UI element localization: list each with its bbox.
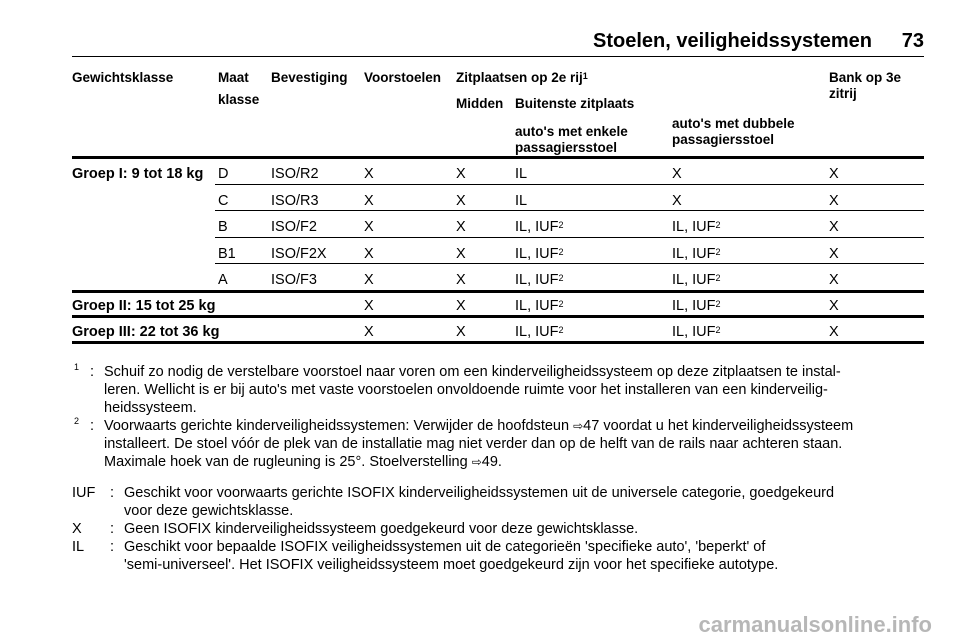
cell-middle	[456, 245, 466, 263]
footnote-1-line: heidssysteem.	[104, 400, 197, 416]
cell-fastening-text: ISO/F2	[271, 219, 317, 235]
footnote-2-text: Maximale hoek van de rugleuning is 25°. Stoelverstelling	[104, 454, 468, 470]
cell-double-cab-text: IL, IUF	[672, 246, 716, 262]
cell-third-row	[829, 271, 839, 289]
col-header-fastening: Bevestiging	[271, 70, 348, 85]
footnote-ref-2: 2	[715, 273, 721, 283]
cell-single-cab-text: IL, IUF	[515, 272, 559, 288]
cell-double-cab	[672, 271, 721, 289]
row-divider	[215, 263, 924, 264]
footnote-2-line	[104, 417, 853, 435]
cell-double-cab	[672, 297, 721, 315]
cell-front-seats	[364, 323, 374, 341]
footnote-2-line	[104, 453, 502, 471]
cell-size-class	[218, 165, 228, 183]
footnote-ref-2: 2	[715, 325, 721, 335]
cell-double-cab	[672, 165, 682, 183]
legend-abbr: IL	[72, 539, 85, 555]
cell-fastening-text: ISO/R3	[271, 193, 319, 209]
cell-middle	[456, 165, 466, 183]
legend-abbr: X	[72, 521, 82, 537]
cell-double-cab-text: X	[672, 193, 682, 209]
col-header-middle: Midden	[456, 96, 504, 111]
col-header-second-row	[456, 70, 588, 86]
col-header-size-1: Maat	[218, 70, 249, 85]
footnote-2-colon: :	[90, 418, 95, 434]
cell-double-cab	[672, 218, 721, 236]
cell-middle-text: X	[456, 193, 466, 209]
cell-third-row-text: X	[829, 324, 839, 340]
cell-front-seats-text: X	[364, 324, 374, 340]
cell-front-seats	[364, 245, 374, 263]
cell-third-row-text: X	[829, 219, 839, 235]
cell-weight-group-text: Groep III: 22 tot 36 kg	[72, 324, 220, 340]
cell-double-cab-text: IL, IUF	[672, 298, 716, 314]
row-divider	[215, 210, 924, 211]
table-bottom-rule	[72, 341, 924, 344]
cell-double-cab-text: IL, IUF	[672, 324, 716, 340]
cell-third-row-text: X	[829, 193, 839, 209]
col-header-double-cab: auto's met dubbele passagiersstoel	[672, 116, 795, 147]
watermark-text: carmanualsonline.info	[698, 612, 932, 637]
cell-double-cab-text: IL, IUF	[672, 272, 716, 288]
footnote-ref-2: 2	[558, 299, 564, 309]
cell-middle-text: X	[456, 166, 466, 182]
cell-middle	[456, 218, 466, 236]
footnote-1-colon: :	[90, 364, 95, 380]
cell-double-cab	[672, 323, 721, 341]
col-header-single-cab: auto's met enkele passagiersstoel	[515, 124, 628, 155]
cell-weight-group-text: Groep II: 15 tot 25 kg	[72, 298, 216, 314]
footnote-1-line: leren. Wellicht is er bij auto's met vaste voorstoelen onvoldoende ruimte voor het installeren van een kinderveilig-	[104, 382, 828, 398]
cell-single-cab-text: IL, IUF	[515, 246, 559, 262]
cell-third-row-text: X	[829, 272, 839, 288]
cell-single-cab	[515, 271, 564, 289]
cell-double-cab-text: IL, IUF	[672, 219, 716, 235]
cell-single-cab-text: IL, IUF	[515, 219, 559, 235]
cell-single-cab	[515, 323, 564, 341]
footnote-ref-1: 1	[582, 71, 588, 81]
cell-front-seats-text: X	[364, 193, 374, 209]
legend-abbr: IUF	[72, 485, 96, 501]
cell-single-cab	[515, 192, 527, 210]
legend-text: Geschikt voor voorwaarts gerichte ISOFIX kinderveiligheidssystemen uit de universele categorie, goedgekeurd	[124, 485, 835, 501]
cell-front-seats-text: X	[364, 166, 374, 182]
cell-weight-group	[72, 297, 215, 315]
cell-size-class-text: C	[218, 193, 229, 209]
cell-third-row	[829, 297, 839, 315]
cell-single-cab-text: IL, IUF	[515, 298, 559, 314]
cell-middle	[456, 297, 466, 315]
page-reference-arrow-icon: ⇨	[573, 419, 584, 433]
legend-text: voor deze gewichtsklasse.	[124, 503, 294, 519]
cell-single-cab	[515, 165, 527, 183]
group-divider	[72, 315, 924, 318]
cell-fastening-text: ISO/F2X	[271, 246, 327, 262]
cell-single-cab	[515, 245, 564, 263]
col-header-third-row: Bank op 3e zitrij	[829, 70, 902, 101]
footnote-ref-2: 2	[558, 325, 564, 335]
cell-third-row-text: X	[829, 246, 839, 262]
cell-weight-group	[72, 165, 203, 183]
cell-size-class	[218, 192, 228, 210]
table-header-rule	[72, 156, 924, 159]
group-divider	[72, 290, 924, 293]
legend-text: Geen ISOFIX kinderveiligheidssysteem goedgekeurd voor deze gewichtsklasse.	[124, 521, 639, 537]
cell-size-class-text: D	[218, 166, 229, 182]
cell-double-cab-text: X	[672, 166, 682, 182]
footnote-2-line: installeert. De stoel vóór de plek van de installatie mag niet verder dan op de helft van de rails naar achteren staan.	[104, 436, 843, 452]
footnote-ref-2: 2	[715, 220, 721, 230]
page-reference-link[interactable]: 47	[583, 418, 600, 434]
cell-front-seats	[364, 192, 374, 210]
cell-front-seats-text: X	[364, 219, 374, 235]
cell-fastening	[271, 192, 319, 210]
cell-third-row	[829, 323, 839, 341]
page-reference-arrow-icon: ⇨	[471, 455, 482, 469]
cell-third-row	[829, 245, 839, 263]
cell-fastening	[271, 218, 317, 236]
cell-weight-group	[72, 323, 219, 341]
cell-size-class	[218, 245, 236, 263]
col-header-outer: Buitenste zitplaats	[515, 96, 635, 111]
col-header-front-seats: Voorstoelen	[364, 70, 442, 85]
col-header-size-2: klasse	[218, 92, 260, 107]
footnote-2-text: voordat u het kinderveiligheidssysteem	[603, 418, 854, 434]
footnote-2-text: Voorwaarts gerichte kinderveiligheidssystemen: Verwijder de hoofdsteun	[104, 418, 570, 434]
cell-size-class-text: B1	[218, 246, 236, 262]
cell-single-cab	[515, 218, 564, 236]
cell-fastening-text: ISO/R2	[271, 166, 319, 182]
cell-single-cab-text: IL	[515, 193, 528, 209]
cell-front-seats-text: X	[364, 298, 374, 314]
footnote-ref-2: 2	[558, 220, 564, 230]
cell-front-seats-text: X	[364, 272, 374, 288]
legend-colon: :	[110, 485, 115, 501]
legend-text: Geschikt voor bepaalde ISOFIX veiligheidssystemen uit de categorieën 'specifieke auto', 'beperkt' of	[124, 539, 766, 555]
cell-size-class	[218, 218, 228, 236]
cell-front-seats	[364, 165, 374, 183]
cell-size-class	[218, 271, 228, 289]
footnote-ref-2: 2	[715, 299, 721, 309]
cell-third-row	[829, 218, 839, 236]
cell-middle-text: X	[456, 272, 466, 288]
cell-third-row-text: X	[829, 166, 839, 182]
row-divider	[215, 237, 924, 238]
cell-fastening	[271, 245, 327, 263]
page-number: 73	[901, 30, 924, 52]
col-header-weight-class: Gewichtsklasse	[72, 70, 174, 85]
cell-double-cab	[672, 245, 721, 263]
page-reference-link[interactable]: 49.	[481, 454, 502, 470]
footnote-ref-2: 2	[715, 247, 721, 257]
cell-size-class-text: A	[218, 272, 228, 288]
row-divider	[215, 184, 924, 185]
cell-middle-text: X	[456, 246, 466, 262]
footnote-ref-2: 2	[558, 273, 564, 283]
legend-text: 'semi-universeel'. Het ISOFIX veiligheidssysteem moet goedgekeurd zijn voor het specifieke autotype.	[124, 557, 779, 573]
footnote-1-line: Schuif zo nodig de verstelbare voorstoel naar voren om een kinderveiligheidssysteem op deze zitplaatsen te instal-	[104, 364, 841, 380]
cell-middle	[456, 323, 466, 341]
cell-middle-text: X	[456, 219, 466, 235]
cell-middle-text: X	[456, 298, 466, 314]
cell-third-row	[829, 165, 839, 183]
page-title: Stoelen, veiligheidssystemen	[593, 30, 872, 52]
cell-size-class-text: B	[218, 219, 228, 235]
legend-colon: :	[110, 521, 115, 537]
cell-middle	[456, 192, 466, 210]
cell-middle	[456, 271, 466, 289]
cell-front-seats	[364, 297, 374, 315]
footnote-1-mark: 1	[74, 362, 80, 372]
cell-single-cab-text: IL	[515, 166, 528, 182]
legend-colon: :	[110, 539, 115, 555]
cell-weight-group-text: Groep I: 9 tot 18 kg	[72, 166, 204, 182]
cell-third-row-text: X	[829, 298, 839, 314]
cell-fastening	[271, 271, 317, 289]
cell-fastening-text: ISO/F3	[271, 272, 317, 288]
cell-front-seats-text: X	[364, 246, 374, 262]
cell-front-seats	[364, 271, 374, 289]
cell-single-cab-text: IL, IUF	[515, 324, 559, 340]
second-row-label: Zitplaatsen op 2e rij	[456, 70, 583, 85]
cell-fastening	[271, 165, 319, 183]
cell-double-cab	[672, 192, 682, 210]
footnote-ref-2: 2	[558, 247, 564, 257]
cell-single-cab	[515, 297, 564, 315]
footnote-2-mark: 2	[74, 416, 80, 426]
cell-middle-text: X	[456, 324, 466, 340]
cell-third-row	[829, 192, 839, 210]
header-divider	[72, 56, 924, 57]
cell-front-seats	[364, 218, 374, 236]
